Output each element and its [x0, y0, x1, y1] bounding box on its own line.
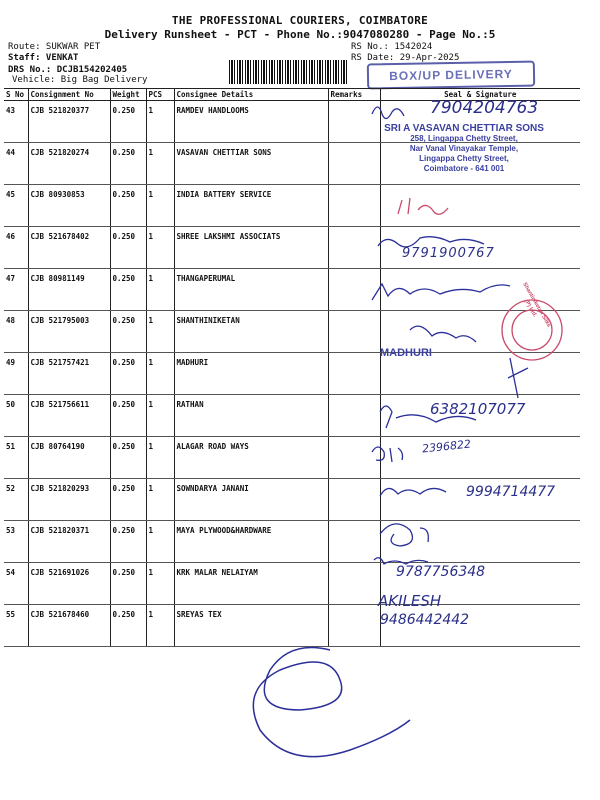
row-pcs: 1 [146, 605, 174, 647]
delivery-stamp: BOX/UP DELIVERY [367, 61, 535, 90]
row-weight: 0.250 [110, 101, 146, 143]
row-sno: 46 [4, 227, 28, 269]
row-sno: 54 [4, 563, 28, 605]
seal-44: SRI A VASAVAN CHETTIAR SONS 258, Lingappa Chetty Street, Nar Vanal Vinayakar Temple, Lingappa Chetty Street, Coimbatore - 641 001 [384, 123, 544, 173]
rs-number: RS No.: 1542024 [351, 42, 433, 52]
drs-number: DRS No.: DCJB154202405 [8, 65, 128, 75]
row-pcs: 1 [146, 395, 174, 437]
row-weight: 0.250 [110, 353, 146, 395]
row-weight: 0.250 [110, 605, 146, 647]
row-sno: 48 [4, 311, 28, 353]
row-weight: 0.250 [110, 437, 146, 479]
row-consignee: SOWNDARYA JANANI [174, 479, 328, 521]
row-consignee: RAMDEV HANDLOOMS [174, 101, 328, 143]
runsheet-subtitle: Delivery Runsheet - PCT - Phone No.:9047080280 - Page No.:5 [104, 28, 496, 41]
note-51: 2396822 [421, 437, 472, 456]
signature-48 [410, 326, 476, 342]
row-consignee: MAYA PLYWOOD&HARDWARE [174, 521, 328, 563]
final-signature [253, 648, 410, 757]
col-pcs: PCS [146, 89, 174, 101]
row-pcs: 1 [146, 353, 174, 395]
row-consignee: THANGAPERUMAL [174, 269, 328, 311]
row-consignment: CJB 521820293 [28, 479, 110, 521]
row-consignment: CJB 80764190 [28, 437, 110, 479]
row-pcs: 1 [146, 563, 174, 605]
row-sno: 45 [4, 185, 28, 227]
col-consignment: Consignment No [28, 89, 110, 101]
seal-48-text: Shantiniketan Silks (P) Ltd. [521, 281, 552, 329]
row-pcs: 1 [146, 311, 174, 353]
row-sno: 52 [4, 479, 28, 521]
col-sno: S No [4, 89, 28, 101]
phone-50: 6382107077 [430, 400, 526, 418]
name-55: AKILESH [378, 592, 442, 610]
route-label: Route: SUKWAR PET [8, 42, 101, 52]
row-consignee: MADHURI [174, 353, 328, 395]
phone-46: 9791900767 [402, 246, 495, 261]
row-consignment: CJB 521795003 [28, 311, 110, 353]
row-consignee: SHREE LAKSHMI ASSOCIATS [174, 227, 328, 269]
row-weight: 0.250 [110, 185, 146, 227]
row-consignee: KRK MALAR NELAIYAM [174, 563, 328, 605]
staff-label: Staff: VENKAT [8, 53, 79, 63]
row-weight: 0.250 [110, 143, 146, 185]
row-consignee: ALAGAR ROAD WAYS [174, 437, 328, 479]
signature-52 [380, 488, 446, 496]
rs-date: RS Date: 29-Apr-2025 [351, 53, 460, 63]
signature-43 [372, 107, 404, 119]
row-consignment: CJB 521678460 [28, 605, 110, 647]
company-title: THE PROFESSIONAL COURIERS, COIMBATORE [171, 14, 429, 27]
row-pcs: 1 [146, 101, 174, 143]
row-sno: 53 [4, 521, 28, 563]
row-consignment: CJB 521757421 [28, 353, 110, 395]
row-weight: 0.250 [110, 395, 146, 437]
row-sno: 50 [4, 395, 28, 437]
signature-45 [398, 198, 448, 214]
row-pcs: 1 [146, 227, 174, 269]
row-consignment: CJB 521820377 [28, 101, 110, 143]
row-weight: 0.250 [110, 311, 146, 353]
signature-49 [508, 358, 528, 398]
seal-49: MADHURI [380, 347, 432, 359]
phone-43: 7904204763 [430, 98, 539, 118]
row-consignment: CJB 80930853 [28, 185, 110, 227]
signature-47 [372, 284, 510, 300]
row-pcs: 1 [146, 437, 174, 479]
row-pcs: 1 [146, 269, 174, 311]
row-weight: 0.250 [110, 269, 146, 311]
row-consignee: SREYAS TEX [174, 605, 328, 647]
row-pcs: 1 [146, 185, 174, 227]
row-pcs: 1 [146, 479, 174, 521]
row-consignment: CJB 521691026 [28, 563, 110, 605]
phone-52: 9994714477 [466, 484, 556, 500]
row-sno: 51 [4, 437, 28, 479]
row-sno: 49 [4, 353, 28, 395]
row-weight: 0.250 [110, 227, 146, 269]
row-consignment: CJB 521820371 [28, 521, 110, 563]
signature-51 [372, 447, 403, 462]
row-consignee: SHANTHINIKETAN [174, 311, 328, 353]
row-consignment: CJB 521756611 [28, 395, 110, 437]
row-consignee: RATHAN [174, 395, 328, 437]
col-consignee: Consignee Details [174, 89, 328, 101]
vehicle-label: Vehicle: Big Bag Delivery [12, 75, 148, 85]
col-signature: Seal & Signature [380, 89, 580, 101]
col-remarks: Remarks [328, 89, 380, 101]
row-consignee: VASAVAN CHETTIAR SONS [174, 143, 328, 185]
row-sno: 44 [4, 143, 28, 185]
row-sno: 43 [4, 101, 28, 143]
row-weight: 0.250 [110, 563, 146, 605]
phone-55: 9486442442 [380, 612, 470, 628]
row-consignment: CJB 521678402 [28, 227, 110, 269]
row-sno: 55 [4, 605, 28, 647]
row-consignee: INDIA BATTERY SERVICE [174, 185, 328, 227]
row-weight: 0.250 [110, 479, 146, 521]
row-weight: 0.250 [110, 521, 146, 563]
phone-54: 9787756348 [396, 564, 486, 580]
row-sno: 47 [4, 269, 28, 311]
col-weight: Weight [110, 89, 146, 101]
row-consignment: CJB 80981149 [28, 269, 110, 311]
row-consignment: CJB 521820274 [28, 143, 110, 185]
signature-53 [380, 524, 428, 546]
row-pcs: 1 [146, 521, 174, 563]
row-pcs: 1 [146, 143, 174, 185]
